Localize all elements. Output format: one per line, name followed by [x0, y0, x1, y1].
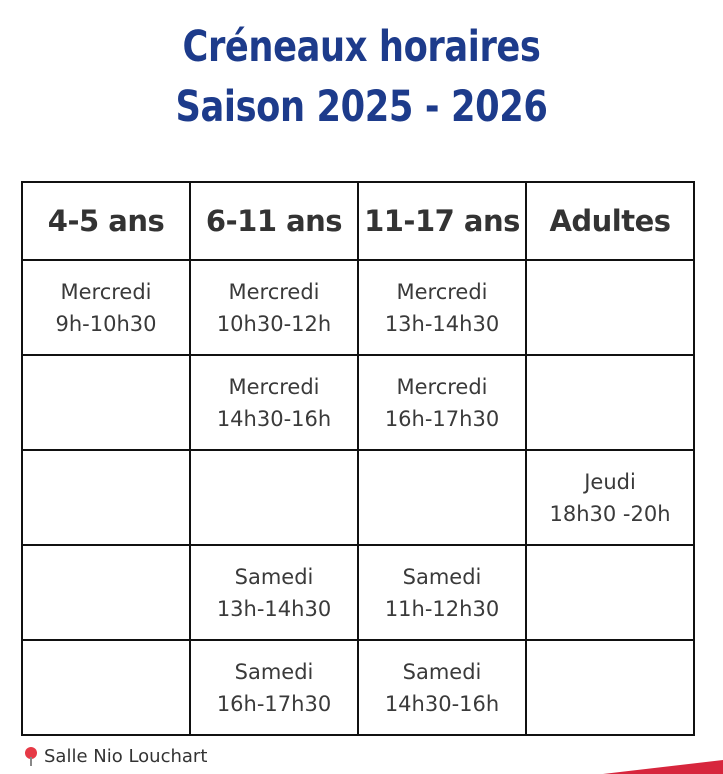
table-cell — [526, 260, 694, 355]
header-adultes: Adultes — [526, 182, 694, 260]
slot-time: 16h-17h30 — [216, 691, 332, 716]
table-cell — [190, 545, 358, 640]
slot-time: 14h30-16h — [384, 691, 500, 716]
table-cell — [22, 545, 190, 640]
table-cell — [22, 355, 190, 450]
slot-time: 11h-12h30 — [384, 596, 500, 621]
slot-day: Samedi — [402, 659, 482, 684]
table-cell — [22, 260, 190, 355]
table-cell — [526, 450, 694, 545]
table-cell — [526, 545, 694, 640]
slot-time: 13h-14h30 — [384, 311, 500, 336]
table-cell — [526, 640, 694, 735]
table-cell — [358, 640, 526, 735]
location-label: Salle Nio Louchart — [44, 745, 208, 767]
header-11-17-ans: 11-17 ans — [358, 182, 526, 260]
slot-time: 18h30 -20h — [549, 501, 671, 526]
map-pin-icon — [24, 745, 38, 767]
slot-day: Samedi — [234, 659, 314, 684]
location-footer — [24, 745, 207, 767]
table-cell — [22, 450, 190, 545]
corner-accent-shape — [603, 760, 723, 774]
slot-day: Mercredi — [228, 374, 320, 399]
slot-day: Jeudi — [584, 469, 636, 494]
table-cell — [190, 640, 358, 735]
slot-time: 13h-14h30 — [216, 596, 332, 621]
table-row — [22, 260, 694, 355]
slot-time: 14h30-16h — [216, 406, 332, 431]
slot-time: 10h30-12h — [216, 311, 332, 336]
table-cell — [358, 450, 526, 545]
table-row — [22, 640, 694, 735]
table-cell — [358, 260, 526, 355]
table-cell — [358, 355, 526, 450]
slot-day: Samedi — [234, 564, 314, 589]
table-cell — [190, 260, 358, 355]
slot-day: Mercredi — [228, 279, 320, 304]
table-row — [22, 450, 694, 545]
schedule-table — [21, 181, 695, 736]
slot-day: Mercredi — [396, 279, 488, 304]
table-cell — [526, 355, 694, 450]
table-row — [22, 355, 694, 450]
table-cell — [358, 545, 526, 640]
slot-day: Mercredi — [396, 374, 488, 399]
slot-time: 16h-17h30 — [384, 406, 500, 431]
table-row — [22, 545, 694, 640]
header-4-5-ans: 4-5 ans — [22, 182, 190, 260]
slot-day: Mercredi — [60, 279, 152, 304]
slot-day: Samedi — [402, 564, 482, 589]
table-cell — [190, 450, 358, 545]
header-row — [22, 182, 694, 260]
header-6-11-ans: 6-11 ans — [190, 182, 358, 260]
table-cell — [22, 640, 190, 735]
page-title-line-2: Saison 2025 - 2026 — [175, 82, 548, 132]
slot-time: 9h-10h30 — [55, 311, 157, 336]
page-title-line-1: Créneaux horaires — [182, 22, 541, 72]
table-cell — [190, 355, 358, 450]
